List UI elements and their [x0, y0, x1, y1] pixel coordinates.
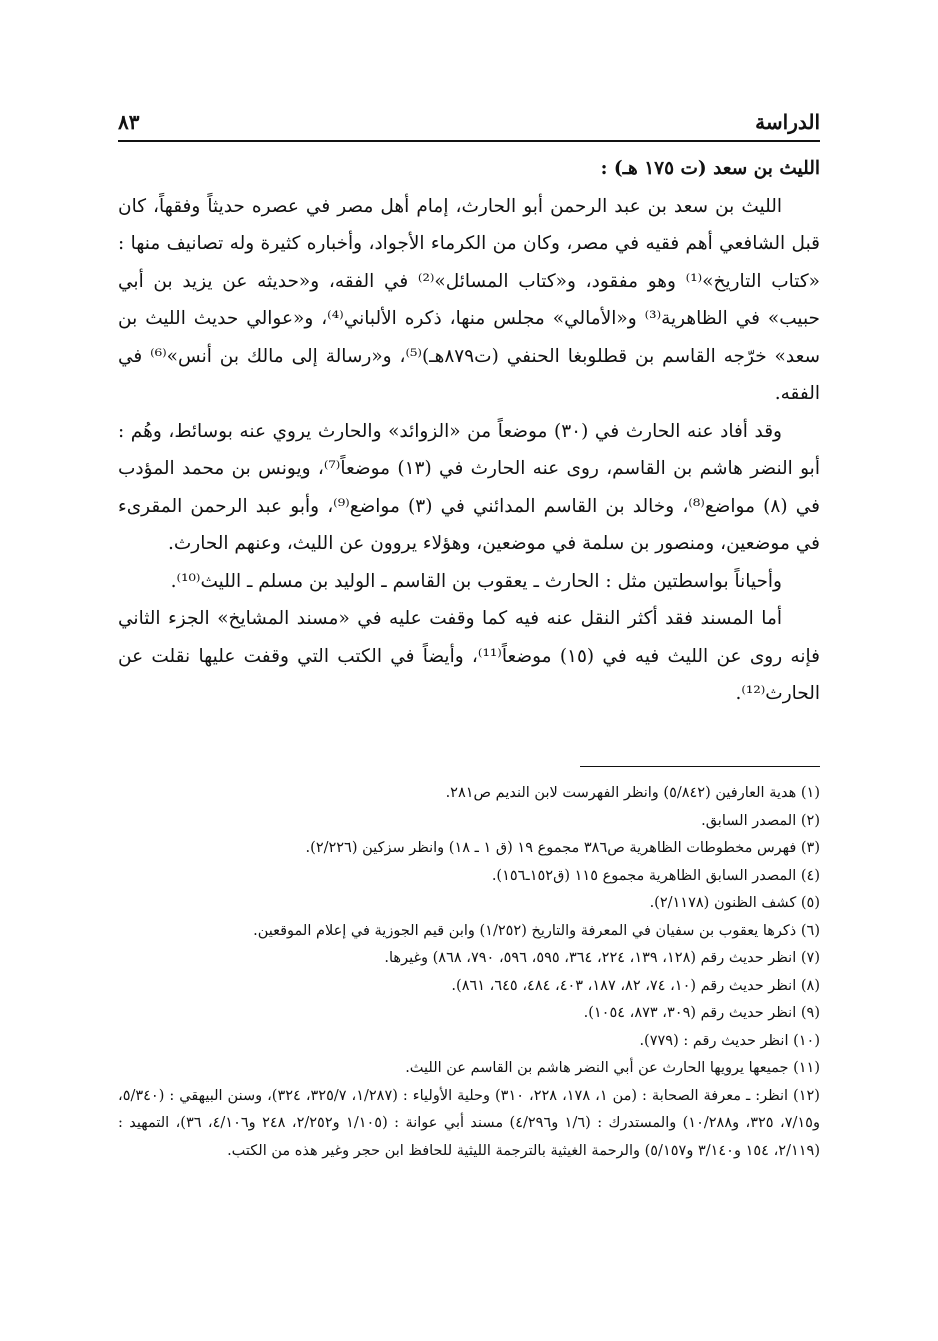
- footnote-4: (٤) المصدر السابق الظاهرية مجموع ١١٥ (ق١٥٢ـ١٥٦).: [491, 867, 820, 884]
- paragraph-biography: الليث بن سعد بن عبد الرحمن أبو الحارث، إمام أهل مصر في عصره حديثاً وفقهاً، كان قبل الشافعي أهم فقيه في مصر، وكان من الكرماء الأجواد، وأخباره كثيرة وله تصانيف منها : «كتاب التاريخ»⁽¹⁾ وهو مفقود، و«كتاب المسائل»⁽²⁾ في الفقه، و«حديثه عن يزيد بن أبي حبيب» في الظاهرية⁽³⁾ و«الأمالي» مجلس منها، ذكره الألباني⁽⁴⁾، و«عوالي حديث الليث بن سعد» خرّجه القاسم بن قطلوبغا الحنفي (ت٨٧٩هـ)⁽⁵⁾، و«رسالة إلى مالك بن أنس»⁽⁶⁾ في الفقه.: [118, 195, 820, 404]
- footnote-rule: [580, 766, 820, 767]
- paragraph-two-intermediaries: وأحياناً بواسطتين مثل : الحارث ـ يعقوب بن القاسم ـ الوليد بن مسلم ـ الليث⁽¹⁰⁾.: [170, 570, 782, 592]
- footnote-12: (١٢) انظر: ـ معرفة الصحابة : (من ١، ١٧٨، ٢٢٨، ٣١٠) وحلية الأولياء : (١/٢٨٧، ٣٢٥/٧، ٣٢٤)، وسنن البيهقي : (٥/٣٤٠، و٧/١٥، ٣٢٥، و١٠/٢٨٨) والمستدرك : (١/٦ و٤/٢٩٦) مسند أبي عوانة : (١/١٠٥ و٢/٢٥٢، ٢٤٨ و٤/١٠٦، ٣٦)، التمهيد : (٢/١١٩، ١٥٤ و٣/١٤٠ و٥/١٥٧) والرحمة الغيثية بالترجمة الليثية للحافظ ابن حجر وغير هذه من الكتب.: [118, 1087, 820, 1159]
- footnote-1: (١) هدية العارفين (٥/٨٤٢) وانظر الفهرست لابن النديم ص٢٨١.: [445, 785, 820, 801]
- running-title: الدراسة: [755, 110, 820, 134]
- footnote-8: (٨) انظر حديث رقم (١٠، ٧٤، ٨٢، ١٨٧، ٤٠٣، ٤٨٤، ٦٤٥، ٨٦١).: [451, 977, 820, 994]
- header-rule: [118, 140, 820, 142]
- footnote-6: (٦) ذكرها يعقوب بن سفيان في المعرفة والتاريخ (١/٢٥٢) وابن قيم الجوزية في إعلام الموقعين.: [253, 922, 820, 939]
- footnote-9: (٩) انظر حديث رقم (٣٠٩، ٨٧٣، ١٠٥٤).: [583, 1005, 820, 1021]
- main-text: [118, 150, 820, 713]
- footnote-7: (٧) انظر حديث رقم (١٢٨، ١٣٩، ٢٢٤، ٣٦٤، ٥٩٥، ٥٩٦، ٧٩٠، ٨٦٨) وغيرها.: [384, 950, 820, 966]
- paragraph-musnad: أما المسند فقد أكثر النقل عنه فيه كما وقفت عليه في «مسند المشايخ» الجزء الثاني فإنه روى عن الليث فيه في (١٥) موضعاً⁽¹¹⁾، وأيضاً في الكتب التي وقفت عليها نقلت عن الحارث⁽¹²⁾.: [118, 608, 820, 704]
- page-number: ٨٣: [118, 110, 140, 134]
- footnote-11: (١١) جميعها يرويها الحارث عن أبي النضر هاشم بن القاسم عن الليث.: [405, 1060, 820, 1076]
- footnote-2: (٢) المصدر السابق.: [701, 812, 820, 829]
- footnote-5: (٥) كشف الظنون (٢/١١٧٨).: [649, 895, 820, 911]
- section-heading: الليث بن سعد (ت ١٧٥ هـ) :: [600, 158, 820, 179]
- footnote-10: (١٠) انظر حديث رقم : (٧٧٩).: [639, 1032, 820, 1049]
- footnotes: [118, 780, 820, 1165]
- footnote-3: (٣) فهرس مخطوطات الظاهرية ص٣٨٦ مجموع ١٩ (ق ١ ـ ١٨) وانظر سزكين (٢/٢٢٦).: [305, 840, 820, 856]
- paragraph-narrations: وقد أفاد عنه الحارث في (٣٠) موضعاً من «الزوائد» والحارث يروي عنه بوسائط، وهُم : أبو النضر هاشم بن القاسم، روى عنه الحارث في (١٣) موضعاً⁽⁷⁾، ويونس بن محمد المؤدب في (٨) مواضع⁽⁸⁾، وخالد بن القاسم المدائني في (٣) مواضع⁽⁹⁾، وأبو عبد الرحمن المقرىء في موضعين، ومنصور بن سلمة في موضعين، وهؤلاء يروون عن الليث، وعنهم الحارث.: [118, 420, 820, 554]
- page-header: [118, 94, 820, 134]
